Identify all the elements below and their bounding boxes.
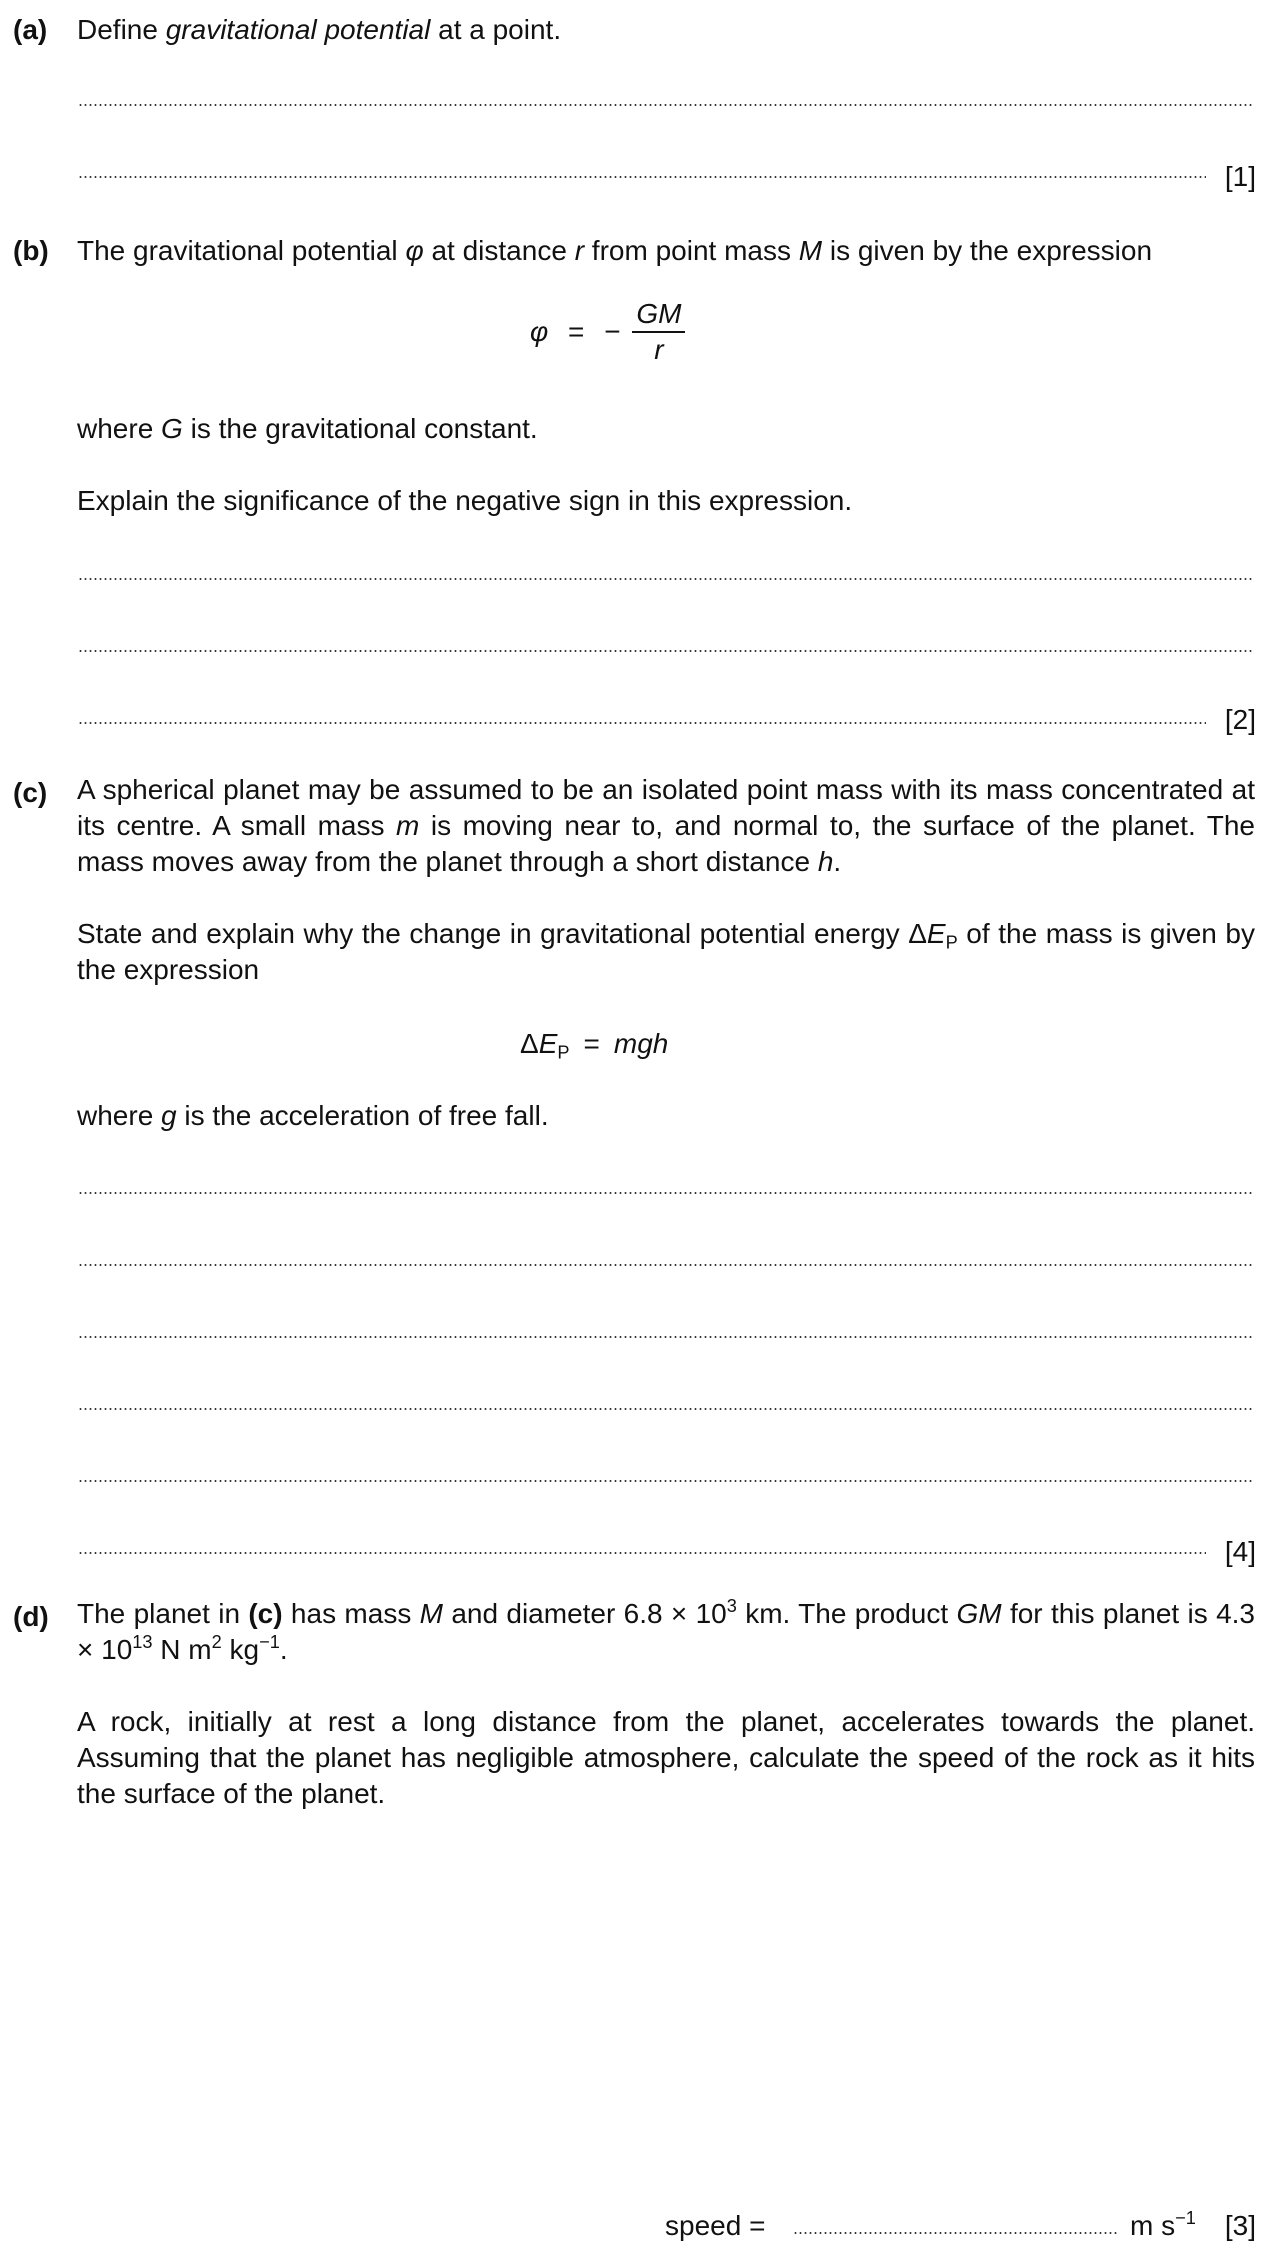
speed-unit: m $s^{-1}$ [1130,2208,1196,2241]
energy-equation: $\Delta E_P$ = mgh [520,1028,669,1063]
answer-line[interactable] [78,176,1206,178]
marks-c: [4] [1224,1536,1256,1567]
answer-line[interactable] [78,650,1253,652]
part-a-label: (a) [13,14,48,45]
marks-a: [1] [1224,161,1256,192]
part-d-label: (d) [13,1601,49,1632]
part-a-question: Define gravitational potential at a point. [77,14,562,45]
part-d-paragraph-2: A rock, initially at rest a long distance from the planet, accelerates towards the planet. Assuming that the planet has negligible atmosphere, calculate the speed of the rock as it hits the surface of the planet. [77,1706,1255,1809]
potential-equation: φ = − $\frac{GM}{r}$ [530,300,685,364]
part-b-intro: The gravitational potential φ at distance r from point mass M is given by the expression [77,235,1153,266]
answer-line[interactable] [78,1264,1253,1266]
part-c-paragraph-1: A spherical planet may be assumed to be an isolated point mass with its mass concentrated at its centre. A small mass m is moving near to, and normal to, the surface of the planet. The mass moves away from the planet through a short distance h. [77,774,1255,877]
part-b-label: (b) [13,235,49,266]
answer-line[interactable] [78,1480,1253,1482]
speed-answer-field[interactable] [793,2232,1118,2234]
part-c-paragraph-2: State and explain why the change in gravitational potential energy $\Delta E_P$ of the mass is given by the expression [77,918,1255,985]
part-d-paragraph-1: The planet in (c) has mass M and diameter $6.8 \times 10^3$ km. The product GM for this planet is $4.3 \times 10^{13}$ N $m^2$ $kg^{-1}$. [77,1596,1255,1665]
answer-line[interactable] [78,578,1253,580]
answer-line[interactable] [78,1192,1253,1194]
part-b-question: Explain the significance of the negative sign in this expression. [77,485,853,516]
part-c-where: where g is the acceleration of free fall. [77,1100,549,1131]
answer-line[interactable] [78,722,1206,724]
answer-line[interactable] [78,1336,1253,1338]
marks-d: [3] [1224,2210,1256,2241]
marks-b: [2] [1224,704,1256,735]
part-c-label: (c) [13,777,48,808]
speed-label: speed = [665,2210,766,2241]
answer-line[interactable] [78,104,1253,106]
answer-line[interactable] [78,1552,1206,1554]
answer-line[interactable] [78,1408,1253,1410]
part-b-where: where G is the gravitational constant. [77,413,538,444]
